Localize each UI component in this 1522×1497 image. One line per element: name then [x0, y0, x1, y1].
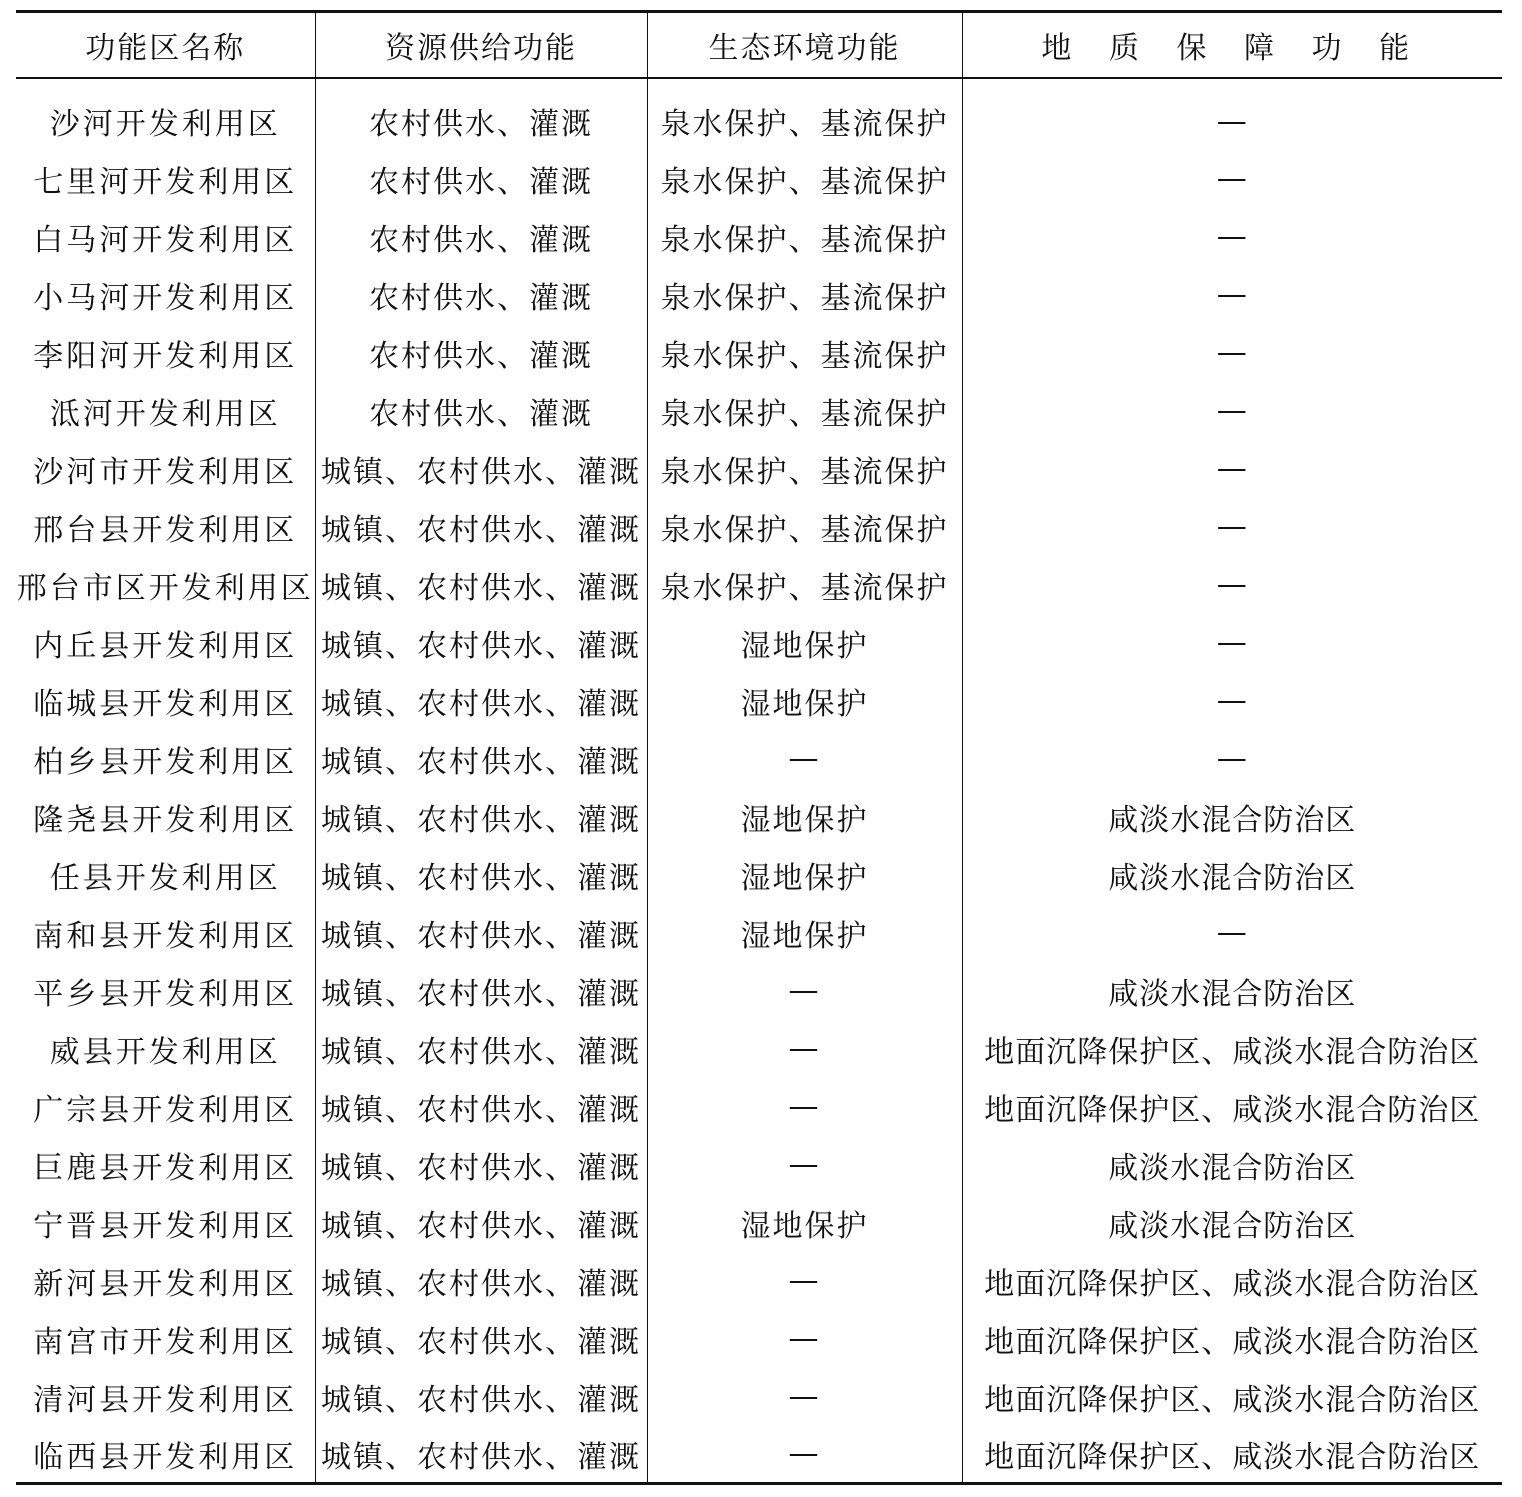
resource-supply-cell: 城镇、农村供水、灌溉 — [315, 846, 647, 904]
resource-supply-cell: 城镇、农村供水、灌溉 — [315, 1078, 647, 1136]
zone-name-cell: 任县开发利用区 — [49, 860, 281, 896]
geo-function-cell: 地面沉降保护区、咸淡水混合防治区 — [962, 1078, 1502, 1136]
header-geological-support: 地 质 保 障 功 能 — [962, 12, 1502, 78]
function-zone-table — [16, 10, 1502, 1485]
table-row — [16, 1368, 1502, 1426]
eco-function-cell: — — [647, 730, 962, 788]
geo-function-cell: — — [962, 730, 1502, 788]
eco-function-cell: — — [647, 962, 962, 1020]
zone-name-cell: 沙河市开发利用区 — [33, 454, 298, 490]
zone-name-cell: 威县开发利用区 — [49, 1034, 281, 1070]
geo-function-cell: — — [962, 614, 1502, 672]
table-row — [16, 440, 1502, 498]
resource-supply-cell: 城镇、农村供水、灌溉 — [315, 672, 647, 730]
eco-function-cell: — — [647, 1136, 962, 1194]
resource-supply-cell: 城镇、农村供水、灌溉 — [315, 1368, 647, 1426]
table-row — [16, 150, 1502, 208]
zone-name-cell: 宁晋县开发利用区 — [33, 1208, 298, 1244]
zone-name-cell: 邢台市区开发利用区 — [16, 570, 314, 606]
table-row — [16, 1194, 1502, 1252]
eco-function-cell: — — [647, 1078, 962, 1136]
eco-function-cell: 湿地保护 — [647, 846, 962, 904]
eco-function-cell: 泉水保护、基流保护 — [647, 324, 962, 382]
resource-supply-cell: 农村供水、灌溉 — [315, 324, 647, 382]
table-row — [16, 266, 1502, 324]
resource-supply-cell: 城镇、农村供水、灌溉 — [315, 962, 647, 1020]
eco-function-cell: 泉水保护、基流保护 — [647, 498, 962, 556]
resource-supply-cell: 农村供水、灌溉 — [315, 382, 647, 440]
resource-supply-cell: 城镇、农村供水、灌溉 — [315, 1426, 647, 1484]
eco-function-cell: 泉水保护、基流保护 — [647, 78, 962, 150]
eco-function-cell: 泉水保护、基流保护 — [647, 266, 962, 324]
geo-function-cell: 地面沉降保护区、咸淡水混合防治区 — [962, 1426, 1502, 1484]
geo-function-cell: — — [962, 382, 1502, 440]
geo-function-cell: — — [962, 672, 1502, 730]
eco-function-cell: — — [647, 1310, 962, 1368]
resource-supply-cell: 城镇、农村供水、灌溉 — [315, 1020, 647, 1078]
geo-function-cell: — — [962, 498, 1502, 556]
table-row — [16, 556, 1502, 614]
geo-function-cell: 咸淡水混合防治区 — [962, 1194, 1502, 1252]
eco-function-cell: — — [647, 1252, 962, 1310]
eco-function-cell: 泉水保护、基流保护 — [647, 440, 962, 498]
geo-function-cell: — — [962, 78, 1502, 150]
geo-function-cell: 地面沉降保护区、咸淡水混合防治区 — [962, 1368, 1502, 1426]
eco-function-cell: 湿地保护 — [647, 788, 962, 846]
eco-function-cell: 泉水保护、基流保护 — [647, 382, 962, 440]
zone-name-cell: 内丘县开发利用区 — [33, 628, 298, 664]
eco-function-cell: 泉水保护、基流保护 — [647, 208, 962, 266]
eco-function-cell: 湿地保护 — [647, 904, 962, 962]
geo-function-cell: 地面沉降保护区、咸淡水混合防治区 — [962, 1310, 1502, 1368]
table-header — [16, 12, 1502, 78]
eco-function-cell: 泉水保护、基流保护 — [647, 150, 962, 208]
zone-name-cell: 巨鹿县开发利用区 — [33, 1150, 298, 1186]
zone-name-cell: 沙河开发利用区 — [49, 107, 281, 142]
zone-name-cell: 临西县开发利用区 — [16, 1426, 315, 1484]
table-row — [16, 614, 1502, 672]
eco-function-cell: 湿地保护 — [647, 672, 962, 730]
table-row — [16, 78, 1502, 150]
table-row — [16, 1136, 1502, 1194]
resource-supply-cell: 城镇、农村供水、灌溉 — [315, 904, 647, 962]
resource-supply-cell: 农村供水、灌溉 — [315, 150, 647, 208]
resource-supply-cell: 城镇、农村供水、灌溉 — [315, 440, 647, 498]
table-row — [16, 1426, 1502, 1484]
geo-function-cell: 咸淡水混合防治区 — [962, 1136, 1502, 1194]
geo-function-cell: 地面沉降保护区、咸淡水混合防治区 — [962, 1252, 1502, 1310]
table-row — [16, 208, 1502, 266]
table-row — [16, 498, 1502, 556]
resource-supply-cell: 城镇、农村供水、灌溉 — [315, 1194, 647, 1252]
geo-function-cell: — — [962, 904, 1502, 962]
resource-supply-cell: 城镇、农村供水、灌溉 — [315, 1136, 647, 1194]
geo-function-cell: — — [962, 150, 1502, 208]
zone-name-cell: 南宫市开发利用区 — [33, 1324, 298, 1360]
table-row — [16, 1020, 1502, 1078]
table-row — [16, 904, 1502, 962]
function-zone-table-container — [16, 10, 1502, 1485]
geo-function-cell: 咸淡水混合防治区 — [962, 788, 1502, 846]
zone-name-cell: 临城县开发利用区 — [33, 686, 298, 722]
table-row — [16, 962, 1502, 1020]
eco-function-cell: 湿地保护 — [647, 614, 962, 672]
geo-function-cell: — — [962, 556, 1502, 614]
geo-function-cell: 地面沉降保护区、咸淡水混合防治区 — [962, 1020, 1502, 1078]
zone-name-cell: 柏乡县开发利用区 — [33, 744, 298, 780]
zone-name-cell: 小马河开发利用区 — [33, 280, 298, 316]
zone-name-cell: 清河县开发利用区 — [33, 1382, 298, 1418]
geo-function-cell: — — [962, 440, 1502, 498]
eco-function-cell: — — [647, 1020, 962, 1078]
zone-name-cell: 七里河开发利用区 — [33, 164, 298, 200]
zone-name-cell: 白马河开发利用区 — [33, 222, 298, 258]
resource-supply-cell: 城镇、农村供水、灌溉 — [315, 730, 647, 788]
table-row — [16, 1252, 1502, 1310]
table-row — [16, 382, 1502, 440]
zone-name-cell: 李阳河开发利用区 — [33, 338, 298, 374]
resource-supply-cell: 农村供水、灌溉 — [315, 266, 647, 324]
resource-supply-cell: 城镇、农村供水、灌溉 — [315, 556, 647, 614]
resource-supply-cell: 城镇、农村供水、灌溉 — [315, 1252, 647, 1310]
resource-supply-cell: 城镇、农村供水、灌溉 — [315, 1310, 647, 1368]
zone-name-cell: 南和县开发利用区 — [33, 918, 298, 954]
table-row — [16, 730, 1502, 788]
zone-name-cell: 新河县开发利用区 — [33, 1266, 298, 1302]
table-body — [16, 78, 1502, 1484]
table-row — [16, 788, 1502, 846]
resource-supply-cell: 城镇、农村供水、灌溉 — [315, 788, 647, 846]
zone-name-cell: 平乡县开发利用区 — [33, 976, 298, 1012]
zone-name-cell: 广宗县开发利用区 — [33, 1092, 298, 1128]
geo-function-cell: — — [962, 266, 1502, 324]
eco-function-cell: — — [647, 1368, 962, 1426]
table-row — [16, 672, 1502, 730]
header-eco-environment: 生态环境功能 — [647, 12, 962, 78]
geo-function-cell: 咸淡水混合防治区 — [962, 962, 1502, 1020]
resource-supply-cell: 城镇、农村供水、灌溉 — [315, 614, 647, 672]
table-row — [16, 1078, 1502, 1136]
eco-function-cell: 泉水保护、基流保护 — [647, 556, 962, 614]
zone-name-cell: 邢台县开发利用区 — [33, 512, 298, 548]
zone-name-cell: 隆尧县开发利用区 — [33, 802, 298, 838]
resource-supply-cell: 农村供水、灌溉 — [315, 78, 647, 150]
eco-function-cell: 湿地保护 — [647, 1194, 962, 1252]
table-row — [16, 1310, 1502, 1368]
geo-function-cell: 咸淡水混合防治区 — [962, 846, 1502, 904]
geo-function-cell: — — [962, 208, 1502, 266]
table-row — [16, 846, 1502, 904]
eco-function-cell: — — [647, 1426, 962, 1484]
geo-function-cell: — — [962, 324, 1502, 382]
table-row — [16, 324, 1502, 382]
resource-supply-cell: 城镇、农村供水、灌溉 — [315, 498, 647, 556]
header-resource-supply: 资源供给功能 — [315, 12, 647, 78]
header-zone-name: 功能区名称 — [16, 12, 315, 78]
resource-supply-cell: 农村供水、灌溉 — [315, 208, 647, 266]
zone-name-cell: 泜河开发利用区 — [49, 396, 281, 432]
header-row — [16, 12, 1502, 78]
